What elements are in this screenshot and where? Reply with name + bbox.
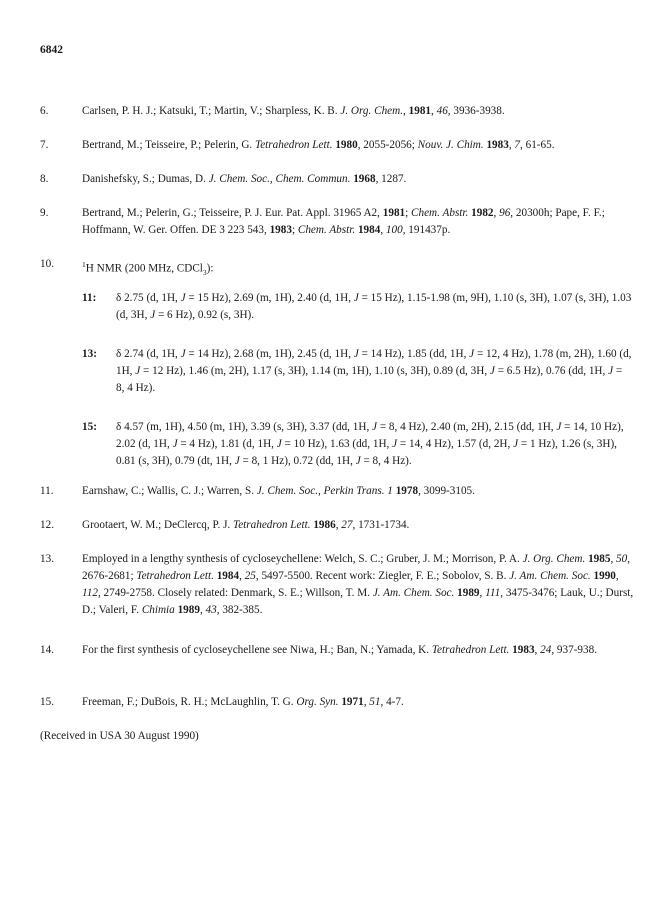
reference-number: 14. <box>40 644 54 656</box>
text-segment: Earnshaw, C.; Wallis, C. J.; Warren, S. <box>82 485 257 497</box>
text-segment: 1980 <box>335 139 358 151</box>
text-segment: J <box>180 348 186 360</box>
text-segment: Nouv. J. Chim. <box>417 139 484 151</box>
text-segment: , <box>199 604 206 616</box>
text-segment: 1981 <box>382 207 406 219</box>
text-segment: 1990 <box>593 570 616 582</box>
reference-number: 12. <box>40 519 54 531</box>
text-segment: δ 2.75 (d, 1H, <box>116 292 181 304</box>
reference-11 <box>40 483 640 500</box>
text-segment: 1986 <box>313 519 336 531</box>
nmr-entry-13 <box>82 346 632 397</box>
nmr-data <box>116 419 632 470</box>
text-segment: J <box>150 309 156 321</box>
text-segment: , 2749-2758. Closely related: Denmark, S. E.; Willson, T. M. <box>97 587 373 599</box>
text-segment: = 6.5 Hz), 0.76 (dd, 1H, <box>494 365 609 377</box>
reference-text <box>82 642 640 659</box>
reference-text <box>82 137 640 154</box>
text-segment: 1982 <box>471 207 494 219</box>
text-segment: For the first synthesis of cycloseychellene see Niwa, H.; Ban, N.; Yamada, K. <box>82 644 432 656</box>
text-segment: , <box>534 644 541 656</box>
text-segment: 1989 <box>177 604 200 616</box>
text-segment: 1983 <box>269 224 292 236</box>
text-segment: 7 <box>514 139 521 151</box>
text-segment: Chimia <box>141 604 175 616</box>
text-segment: J. Chem. Soc., Perkin Trans. 1 <box>256 485 393 497</box>
reference-number: 10. <box>40 258 54 270</box>
text-segment: 96 <box>499 207 511 219</box>
text-segment: 1968 <box>353 173 376 185</box>
text-segment: J. Org. Chem. <box>340 105 404 117</box>
text-segment: 51 <box>369 696 381 708</box>
text-segment: J <box>276 438 282 450</box>
text-segment: , <box>508 139 515 151</box>
text-segment: 112 <box>82 587 98 599</box>
text-segment: δ 2.74 (d, 1H, <box>116 348 181 360</box>
text-segment: , 382-385. <box>216 604 263 616</box>
text-segment: Tetrahedron Lett. <box>255 139 333 151</box>
text-segment: 1984 <box>216 570 240 582</box>
text-segment: , 20300h; Pape, F. F.; Hoffmann, W. Ger. Offen. DE 3 223 543, <box>82 207 605 236</box>
text-segment: 1971 <box>341 696 364 708</box>
reference-text <box>82 256 640 281</box>
compound-label: 15: <box>82 421 97 433</box>
text-segment: = 4 Hz), 1.81 (d, 1H, <box>177 438 277 450</box>
text-segment: 1981 <box>408 105 431 117</box>
reference-15 <box>40 694 640 711</box>
text-segment: Grootaert, W. M.; DeClercq, P. J. <box>82 519 234 531</box>
text-segment: J <box>372 421 378 433</box>
text-segment: ; <box>405 207 412 219</box>
text-segment: , <box>479 587 486 599</box>
text-segment: , 3099-3105. <box>418 485 475 497</box>
text-segment: = 15 Hz), 2.69 (m, 1H), 2.40 (d, 1H, <box>185 292 354 304</box>
nmr-data <box>116 290 632 324</box>
text-segment: = 8, 1 Hz), 0.72 (dd, 1H, <box>239 455 356 467</box>
text-segment: ; <box>291 224 298 236</box>
reference-13 <box>40 551 640 619</box>
text-segment: = 10 Hz), 1.63 (dd, 1H, <box>281 438 393 450</box>
text-segment: , 5497-5500. Recent work: Ziegler, F. E.; Sobolov, S. B. <box>255 570 510 582</box>
text-segment: J <box>608 365 614 377</box>
reference-12 <box>40 517 640 534</box>
reference-number: 13. <box>40 553 54 565</box>
text-segment: 1985 <box>588 553 611 565</box>
text-segment: , <box>363 696 370 708</box>
text-segment: Chem. Abstr. <box>297 224 356 236</box>
reference-9 <box>40 205 640 239</box>
text-segment: 1983 <box>486 139 509 151</box>
reference-7 <box>40 137 640 154</box>
text-segment: = 12 Hz), 1.46 (m, 2H), 1.17 (s, 3H), 1.14 (m, 1H), 1.10 (s, 3H), 0.89 (d, 3H, <box>140 365 490 377</box>
text-segment: , <box>403 105 409 117</box>
text-segment: 1 <box>82 260 86 269</box>
text-segment: , 937-938. <box>551 644 597 656</box>
text-segment: 100 <box>385 224 403 236</box>
text-segment: = 1 Hz), 1.26 (s, 3H), 0.81 (s, 3H), 0.79 (dt, 1H, <box>116 438 617 467</box>
reference-text <box>82 517 640 534</box>
text-segment: Danishefsky, S.; Dumas, D. <box>82 173 209 185</box>
text-segment: , 2055-2056; <box>357 139 418 151</box>
text-segment: , <box>431 105 437 117</box>
reference-number: 15. <box>40 696 54 708</box>
received-date: (Received in USA 30 August 1990) <box>40 730 199 742</box>
text-segment: , <box>335 519 342 531</box>
text-segment: Chem. Abstr. <box>411 207 469 219</box>
text-segment: 50 <box>616 553 628 565</box>
text-segment: = 6 Hz), 0.92 (s, 3H). <box>155 309 255 321</box>
text-segment: Freeman, F.; DuBois, R. H.; McLaughlin, T. G. <box>82 696 297 708</box>
text-segment: J <box>234 455 240 467</box>
text-segment: J. Org. Chem. <box>522 553 586 565</box>
reference-number: 8. <box>40 173 49 185</box>
text-segment: 24 <box>540 644 552 656</box>
text-segment: Tetrahedron Lett. <box>233 519 311 531</box>
reference-number: 6. <box>40 105 49 117</box>
nmr-entry-15 <box>82 419 632 470</box>
text-segment: Org. Syn. <box>296 696 339 708</box>
text-segment: = 8, 4 Hz). <box>360 455 412 467</box>
text-segment: J <box>489 365 495 377</box>
text-segment: , 3936-3938. <box>447 105 505 117</box>
text-segment: Tetrahedron Lett. <box>431 644 510 656</box>
reference-text <box>82 483 640 500</box>
reference-8 <box>40 171 640 188</box>
text-segment: 1989 <box>457 587 480 599</box>
text-segment: 111 <box>485 587 501 599</box>
text-segment: J <box>469 348 475 360</box>
text-segment: , 2676-2681; <box>82 553 631 582</box>
page-number: 6842 <box>40 44 63 56</box>
text-segment: 1983 <box>512 644 535 656</box>
reference-number: 11. <box>40 485 54 497</box>
text-segment: 25 <box>244 570 256 582</box>
text-segment: J <box>353 348 359 360</box>
text-segment: , <box>239 570 245 582</box>
text-segment: J <box>556 421 562 433</box>
reference-6 <box>40 103 640 120</box>
text-segment: H NMR (200 MHz, CDCl <box>85 262 203 275</box>
reference-text <box>82 171 640 188</box>
text-segment: J. Chem. Soc., Chem. Commun. <box>208 173 351 185</box>
text-segment: Bertrand, M.; Teisseire, P.; Pelerin, G. <box>82 139 256 151</box>
text-segment: , <box>493 207 500 219</box>
text-segment: , 1731-1734. <box>352 519 410 531</box>
text-segment: , 61-65. <box>520 139 555 151</box>
text-segment: J <box>172 438 178 450</box>
text-segment: J. Am. Chem. Soc. <box>372 587 455 599</box>
text-segment: = 12, 4 Hz), 1.78 (m, 2H), 1.60 (d, 1H, <box>116 348 632 377</box>
nmr-entry-11 <box>82 290 632 324</box>
nmr-data <box>116 346 632 397</box>
text-segment: Carlsen, P. H. J.; Katsuki, T.; Martin, V.; Sharpless, K. B. <box>82 105 341 117</box>
text-segment: , <box>615 570 619 582</box>
reference-text <box>82 205 640 239</box>
text-segment: J <box>392 438 398 450</box>
text-segment: 3 <box>202 267 207 277</box>
reference-10 <box>40 256 640 281</box>
text-segment: , 1287. <box>375 173 407 185</box>
text-segment: , <box>610 553 617 565</box>
compound-label: 13: <box>82 348 97 360</box>
text-segment: = 14 Hz), 1.85 (dd, 1H, <box>358 348 470 360</box>
text-segment: J <box>513 438 519 450</box>
text-segment: 27 <box>341 519 353 531</box>
text-segment: = 14, 4 Hz), 1.57 (d, 2H, <box>397 438 514 450</box>
text-segment: J. Am. Chem. Soc. <box>509 570 591 582</box>
reference-number: 7. <box>40 139 49 151</box>
text-segment: 46 <box>436 105 448 117</box>
compound-label: 11: <box>82 292 97 304</box>
text-segment: Employed in a lengthy synthesis of cycloseychellene: Welch, S. C.; Gruber, J. M.; Morrison, P. A. <box>82 553 523 565</box>
reference-number: 9. <box>40 207 49 219</box>
text-segment: = 14, 10 Hz), 2.02 (d, 1H, <box>116 421 624 450</box>
text-segment: Tetrahedron Lett. <box>136 570 214 582</box>
text-segment: 43 <box>205 604 217 616</box>
text-segment: , 3475-3476; Lauk, U.; Durst, D.; Valeri, F. <box>82 587 634 616</box>
text-segment: J <box>355 455 361 467</box>
text-segment: J <box>180 292 186 304</box>
reference-text <box>82 551 640 619</box>
text-segment: ): <box>206 262 214 275</box>
reference-14 <box>40 642 640 659</box>
reference-text <box>82 103 640 120</box>
text-segment: = 8, 4 Hz), 2.40 (m, 2H), 2.15 (dd, 1H, <box>377 421 557 433</box>
text-segment: J <box>353 292 359 304</box>
text-segment: = 14 Hz), 2.68 (m, 1H), 2.45 (d, 1H, <box>185 348 354 360</box>
text-segment: J <box>135 365 141 377</box>
text-segment: = 15 Hz), 1.15-1.98 (m, 9H), 1.10 (s, 3H), 1.07 (s, 3H), 1.03 (d, 3H, <box>116 292 632 321</box>
text-segment: 1978 <box>395 485 419 497</box>
text-segment: , 4-7. <box>380 696 404 708</box>
text-segment: , <box>380 224 386 236</box>
text-segment: δ 4.57 (m, 1H), 4.50 (m, 1H), 3.39 (s, 3H), 3.37 (dd, 1H, <box>116 421 373 433</box>
reference-text <box>82 694 640 711</box>
text-segment: Bertrand, M.; Pelerin, G.; Teisseire, P. J. Eur. Pat. Appl. 31965 A2, <box>82 207 383 219</box>
text-segment: 1984 <box>357 224 381 236</box>
text-segment: , 191437p. <box>402 224 451 236</box>
text-segment: = 8, 4 Hz). <box>116 365 623 394</box>
